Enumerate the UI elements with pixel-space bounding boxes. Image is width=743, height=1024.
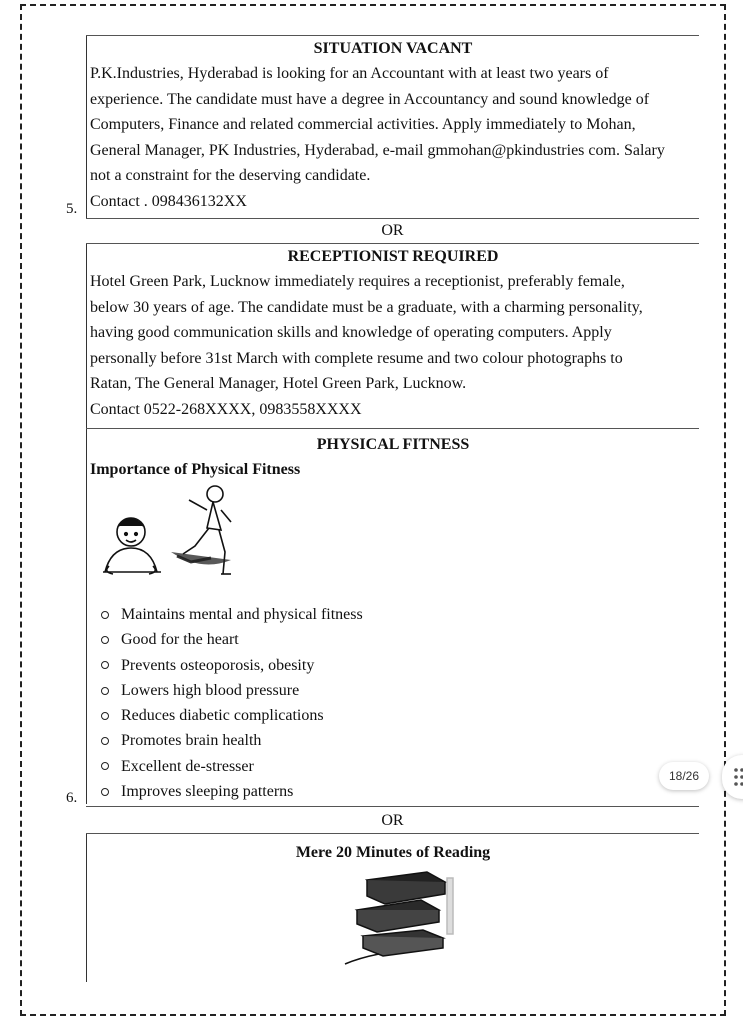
list-item-text: Good for the heart xyxy=(121,631,239,649)
list-item-text: Promotes brain health xyxy=(121,732,262,750)
list-item xyxy=(101,602,699,627)
list-item-text: Excellent de-stresser xyxy=(121,757,254,775)
list-item xyxy=(101,728,699,753)
notice-title: SITUATION VACANT xyxy=(313,40,473,57)
text-line: experience. The candidate must have a degree in Accountancy and sound knowledge of xyxy=(90,90,650,108)
bullet-icon xyxy=(101,788,109,796)
list-item xyxy=(101,627,699,652)
list-item xyxy=(101,678,699,703)
stack-of-books-illustration xyxy=(335,866,465,971)
list-item-text: Maintains mental and physical fitness xyxy=(121,606,363,623)
children-exercising-illustration xyxy=(87,482,699,602)
text-line: having good communication skills and knowledge of operating computers. Apply xyxy=(90,324,612,341)
text-line: Contact . 098436132XX xyxy=(90,192,247,210)
notice-body xyxy=(87,61,699,214)
list-item-text: Lowers high blood pressure xyxy=(121,681,300,699)
text-line: Computers, Finance and related commercial activities. Apply immediately to Mohan, xyxy=(90,116,636,133)
bullet-icon xyxy=(101,636,109,644)
bullet-icon xyxy=(101,687,109,695)
poster-title: PHYSICAL FITNESS xyxy=(316,436,470,453)
question-number: 5. xyxy=(66,201,78,217)
notice-body xyxy=(87,269,699,422)
text-line: Hotel Green Park, Lucknow immediately requires a receptionist, preferably female, xyxy=(90,273,625,290)
divider xyxy=(86,806,699,807)
list-item-text: Improves sleeping patterns xyxy=(121,783,294,801)
poster-subheading: Importance of Physical Fitness xyxy=(90,461,301,478)
notice-situation-vacant xyxy=(86,36,699,218)
or-label: OR xyxy=(381,812,404,829)
text-line: below 30 years of age. The candidate must be a graduate, with a charming personality, xyxy=(90,298,643,316)
books-icon xyxy=(335,866,465,966)
list-item xyxy=(101,779,699,804)
drag-grip-icon xyxy=(730,755,743,799)
list-item-text: Reduces diabetic complications xyxy=(121,707,324,725)
notice-receptionist-required xyxy=(86,244,699,428)
text-line: Contact 0522-268XXXX, 0983558XXXX xyxy=(90,400,362,418)
fitness-benefits-list xyxy=(87,602,699,804)
poster-title: Mere 20 Minutes of Reading xyxy=(295,844,491,861)
poster-physical-fitness xyxy=(86,429,699,804)
bullet-icon xyxy=(101,661,109,669)
list-item-text: Prevents osteoporosis, obesity xyxy=(121,656,315,674)
question-number: 6. xyxy=(66,790,78,806)
bullet-icon xyxy=(101,737,109,745)
poster-reading xyxy=(86,834,699,982)
text-line: General Manager, PK Industries, Hyderabad, e-mail gmmohan@pkindustries com. Salary xyxy=(90,141,665,159)
divider xyxy=(86,218,699,219)
text-line: not a constraint for the deserving candidate. xyxy=(90,167,371,184)
list-item xyxy=(101,703,699,728)
notice-title: RECEPTIONIST REQUIRED xyxy=(287,248,499,265)
bullet-icon xyxy=(101,611,109,619)
children-exercising-icon xyxy=(95,482,245,600)
list-item xyxy=(101,653,699,678)
list-item xyxy=(101,754,699,779)
page-indicator: 18/26 xyxy=(659,762,709,790)
bullet-icon xyxy=(101,762,109,770)
text-line: P.K.Industries, Hyderabad is looking for an Accountant with at least two years of xyxy=(90,65,609,82)
text-line: Ratan, The General Manager, Hotel Green Park, Lucknow. xyxy=(90,375,467,392)
bullet-icon xyxy=(101,712,109,720)
text-line: personally before 31st March with complete resume and two colour photographs to xyxy=(90,349,623,367)
or-label: OR xyxy=(381,222,404,239)
